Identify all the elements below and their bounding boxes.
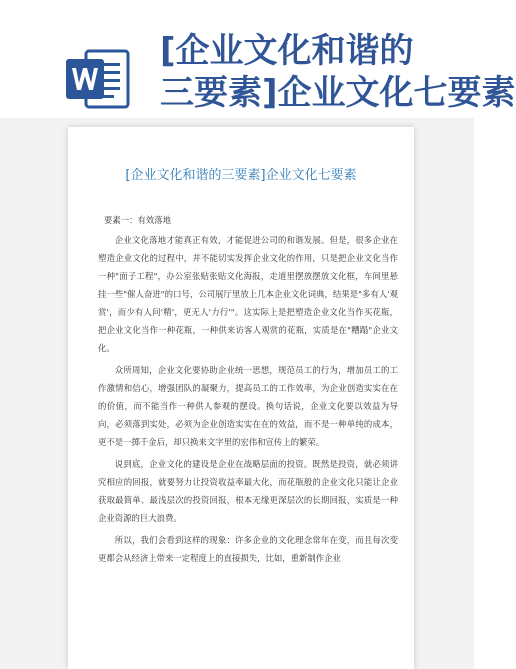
paragraph: 企业文化落地才能真正有效，才能促进公司的和谐发展。但是，很多企业在塑造企业文化的过程中，并不能切实发挥企业文化的作用，只是把企业文化当作一种"面子工程"，办公室张贴张贴文化海报，走道里摆放摆放文化框，车间里悬挂一些"催人奋进"的口号，公司展厅里放上几本企业文化词典，结果是"多有人'观赏'，而少有人问'精'，更无人'力行'"。这实际上是把塑造企业文化当作买花瓶，把企业文化当作一种花瓶，一种供来访客人观赏的花瓶，实质是在"糟蹋"企业文化。 (98, 235, 398, 353)
paragraph: 所以，我们会看到这样的现象：许多企业的文化理念常年在变，而且每次变更都会从经济上带来一定程度上的直接损失，比如，重新制作企业 (98, 535, 398, 563)
paragraph: 说到底，企业文化的建设是企业在战略层面的投资。既然是投资，就必须讲究相应的回报，就要努力让投资收益率最大化，而花瓶般的企业文化只能让企业获取最简单、最浅层次的投资回报，根本无缘更深层次的长期回报，实质是一种企业资源的巨大浪费。 (98, 459, 398, 523)
document-page (68, 127, 414, 669)
preview-header (0, 0, 516, 125)
header-title (160, 30, 516, 114)
paragraph: 众所周知，企业文化要协助企业统一思想，规范员工的行为，增加员工的工作激情和信心，增强团队的凝聚力，提高员工的工作效率，为企业创造实实在在的价值，而不能当作一种供人参观的摆设。换句话说，企业文化要以效益为导向，必须落到实处，必须为企业创造实实在在的效益，而不是一种单纯的成本，更不是一掷千金后，却只换来文字里的宏伟和宣传上的繁荣。 (98, 365, 398, 447)
header-title-line2: 三要素]企业文化七要素 (160, 73, 516, 113)
header-title-line1: [企业文化和谐的 (160, 31, 414, 71)
document-title: [企业文化和谐的三要素]企业文化七要素 (125, 168, 357, 183)
section-title: 要素一：有效落地 (104, 215, 171, 225)
word-doc-icon (64, 45, 132, 113)
document-body (98, 211, 398, 571)
